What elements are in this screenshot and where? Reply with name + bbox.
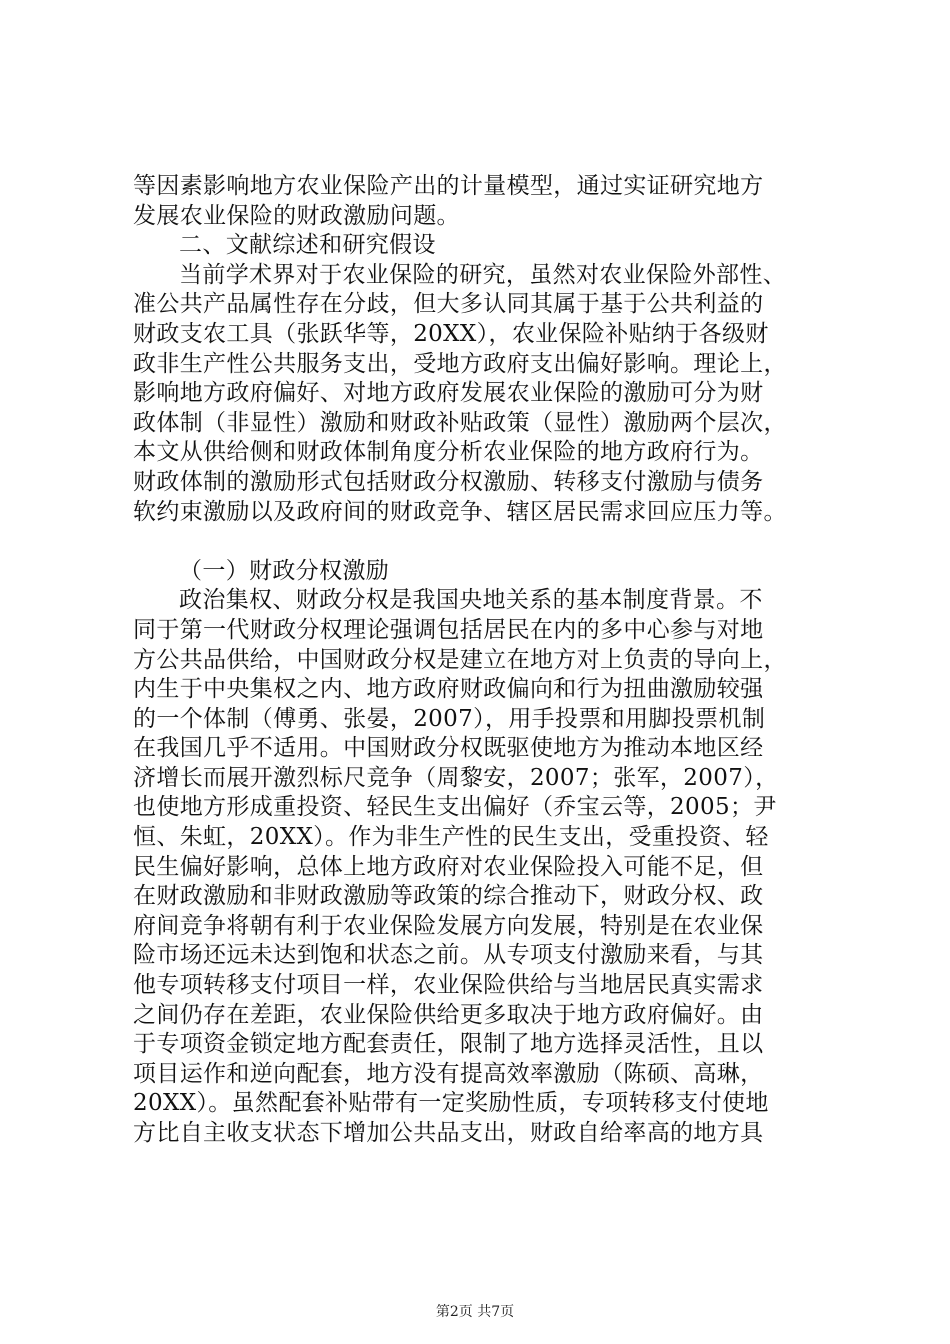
text-line: 之间仍存在差距，农业保险供给更多取决于地方政府偏好。由: [133, 1001, 764, 1028]
text-line: 发展农业保险的财政激励问题。: [133, 202, 460, 229]
text-line: 政体制（非显性）激励和财政补贴政策（显性）激励两个层次，: [133, 409, 787, 436]
body-text: [133, 172, 853, 1149]
text-line: 方公共品供给，中国财政分权是建立在地方对上负责的导向上，: [133, 646, 787, 673]
text-line: 民生偏好影响，总体上地方政府对农业保险投入可能不足，但: [133, 853, 764, 880]
text-line: 他专项转移支付项目一样，农业保险供给与当地居民真实需求: [133, 972, 764, 999]
paragraph-literature-review: [133, 261, 853, 527]
text-line: 方比自主收支状态下增加公共品支出，财政自给率高的地方具: [133, 1120, 764, 1146]
text-line: 在财政激励和非财政激励等政策的综合推动下，财政分权、政: [133, 883, 764, 910]
text-line: 同于第一代财政分权理论强调包括居民在内的多中心参与对地: [133, 616, 764, 643]
text-line: 项目运作和逆向配套，地方没有提高效率激励（陈硕、高琳，: [133, 1060, 764, 1087]
text-line: 也使地方形成重投资、轻民生支出偏好（乔宝云等，2005；尹: [133, 794, 777, 821]
text-line: 软约束激励以及政府间的财政竞争、辖区居民需求回应压力等。: [133, 498, 787, 525]
text-line: 济增长而展开激烈标尺竞争（周黎安，2007；张军，2007），: [133, 764, 779, 791]
text-line: 在我国几乎不适用。中国财政分权既驱使地方为推动本地区经: [133, 735, 764, 762]
text-line: 险市场还远未达到饱和状态之前。从专项支付激励来看，与其: [133, 942, 764, 969]
subsection-heading: （一）财政分权激励: [179, 557, 390, 584]
text-line: 恒、朱虹，20XX）。作为非生产性的民生支出，受重投资、轻: [133, 824, 769, 851]
text-line: 影响地方政府偏好、对地方政府发展农业保险的激励可分为财: [133, 380, 764, 407]
text-line: 财政体制的激励形式包括财政分权激励、转移支付激励与债务: [133, 468, 764, 495]
text-line: 20XX）。虽然配套补贴带有一定奖励性质，专项转移支付使地: [133, 1090, 769, 1117]
text-line: 政非生产性公共服务支出，受地方政府支出偏好影响。理论上，: [133, 350, 787, 377]
paragraph-fiscal-decentralization: [133, 586, 853, 1148]
page-footer: 第2页 共7页: [435, 1304, 515, 1320]
section-heading: 二、文献综述和研究假设: [179, 232, 436, 259]
text-line: 本文从供给侧和财政体制角度分析农业保险的地方政府行为。: [133, 439, 764, 466]
text-line: 于专项资金锁定地方配套责任，限制了地方选择灵活性，且以: [133, 1031, 764, 1058]
blank-line: [133, 527, 853, 557]
text-line: 当前学术界对于农业保险的研究，虽然对农业保险外部性、: [179, 261, 787, 288]
paragraph-intro-continued: [133, 172, 853, 231]
text-line: 准公共产品属性存在分歧，但大多认同其属于基于公共利益的: [133, 291, 764, 318]
text-line: 府间竞争将朝有利于农业保险发展方向发展，特别是在农业保: [133, 912, 764, 939]
text-line: 内生于中央集权之内、地方政府财政偏向和行为扭曲激励较强: [133, 676, 764, 703]
text-line: 等因素影响地方农业保险产出的计量模型，通过实证研究地方: [133, 173, 764, 199]
text-line: 的一个体制（傅勇、张晏，2007），用手投票和用脚投票机制: [133, 705, 766, 732]
text-line: 财政支农工具（张跃华等，20XX），农业保险补贴纳于各级财: [133, 320, 769, 347]
text-line: 政治集权、财政分权是我国央地关系的基本制度背景。不: [179, 587, 763, 614]
